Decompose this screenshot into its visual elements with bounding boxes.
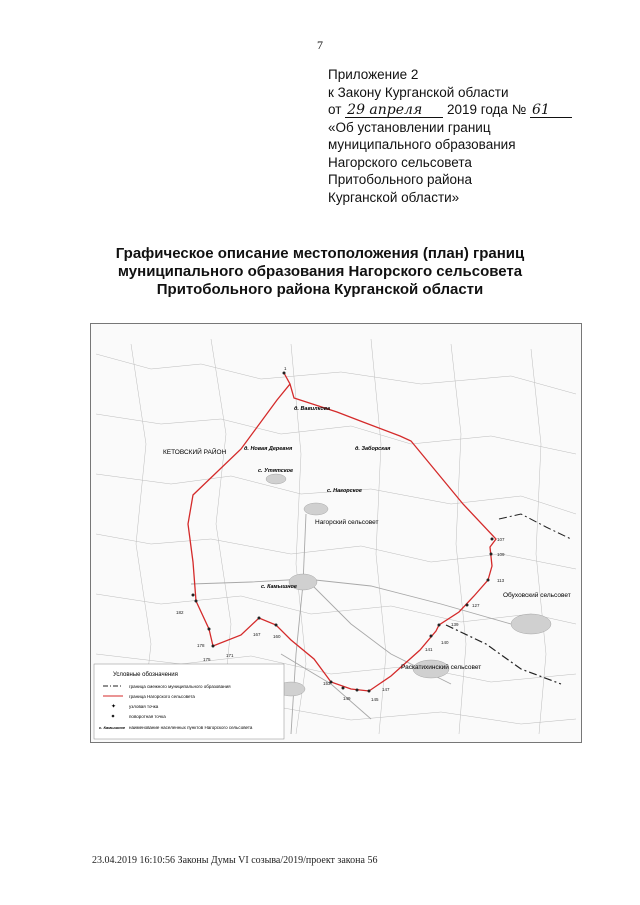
council-boundary xyxy=(188,373,496,691)
legend-adjacent-boundary: граница смежного муниципального образования xyxy=(129,684,231,689)
date-prefix: от xyxy=(328,102,342,117)
point-182: 182 xyxy=(176,610,184,615)
point-149: 149 xyxy=(343,696,351,701)
settlement-utyatskoe: с. Утятское xyxy=(258,468,294,474)
title-line-1: Графическое описание местоположения (план) границ xyxy=(115,245,525,262)
appendix-header xyxy=(328,66,572,206)
legend-turning-marker xyxy=(112,715,115,718)
settlement-kamyshnoe: с. Камышное xyxy=(261,584,297,590)
legend-title: Условные обозначения xyxy=(113,672,178,678)
point-113: 113 xyxy=(497,578,505,583)
point-167: 167 xyxy=(253,632,261,637)
region-label-ketovsky: КЕТОВСКИЙ РАЙОН xyxy=(163,449,227,456)
settlement-nagorskoe: с. Нагорское xyxy=(327,488,362,494)
point-139: 139 xyxy=(451,622,459,627)
point-141: 141 xyxy=(425,647,433,652)
settlement-novaya-derevnya: д. Новая Деревня xyxy=(244,446,293,452)
point-1: 1 xyxy=(284,366,287,371)
footer-line: 23.04.2019 16:10:56 Законы Думы VI созыва/2019/проект закона 56 xyxy=(92,855,378,866)
legend-turning-point: поворотная точка xyxy=(129,714,166,719)
page-number: 7 xyxy=(317,38,323,52)
point-153: 153 xyxy=(323,681,331,686)
point-140: 140 xyxy=(441,640,449,645)
settlement-vavilkova: д. Вавилкова xyxy=(294,406,331,412)
legend-control-marker: ✦ xyxy=(111,704,117,710)
year-text: 2019 года № xyxy=(446,102,527,117)
appendix-line-2: к Закону Курганской области xyxy=(328,84,509,100)
settlement-zaborskaya: д. Заборская xyxy=(355,446,391,452)
point-109: 109 xyxy=(497,552,505,557)
appendix-line-1: Приложение 2 xyxy=(328,67,419,82)
map-drawing xyxy=(91,324,581,742)
handwritten-number: 61 xyxy=(530,103,572,118)
title-line-3: Притобольного района Курганской области xyxy=(156,281,484,298)
handwritten-date: 29 апреля xyxy=(345,103,443,118)
point-175: 175 xyxy=(203,657,211,662)
boundary-map xyxy=(90,323,582,743)
appendix-date-line xyxy=(328,101,572,119)
region-label-nagorsky: Нагорский сельсовет xyxy=(315,519,379,526)
point-127: 127 xyxy=(472,603,480,608)
appendix-line-7: Притобольного района xyxy=(328,172,473,187)
point-160: 160 xyxy=(273,634,281,639)
point-171: 171 xyxy=(226,653,234,658)
appendix-line-6: Нагорского сельсовета xyxy=(328,154,472,170)
legend-control-point: узловая точка xyxy=(129,704,159,709)
region-label-raskatikhinsky: Раскатихинский сельсовет xyxy=(401,664,482,671)
point-107: 107 xyxy=(497,537,505,542)
point-178: 178 xyxy=(197,643,205,648)
map-labels xyxy=(163,366,571,702)
appendix-line-8: Курганской области» xyxy=(328,189,460,205)
legend-council-boundary: граница Нагорского сельсовета xyxy=(129,694,195,699)
document-title xyxy=(0,245,640,299)
title-line-2: муниципального образования Нагорского сельсовета xyxy=(117,263,523,280)
point-145: 145 xyxy=(371,697,379,702)
map-legend xyxy=(94,664,284,739)
legend-sample-name: с. Камышное xyxy=(99,725,126,730)
appendix-line-4: «Об установлении границ xyxy=(328,119,491,135)
appendix-line-5: муниципального образования xyxy=(328,137,516,152)
legend-settlement-names: наименование населенных пунктов Нагорского сельсовета xyxy=(129,725,253,730)
point-147: 147 xyxy=(382,687,390,692)
region-label-obukhovsky: Обуховский сельсовет xyxy=(503,592,571,599)
adjacent-boundary-east xyxy=(499,514,571,539)
